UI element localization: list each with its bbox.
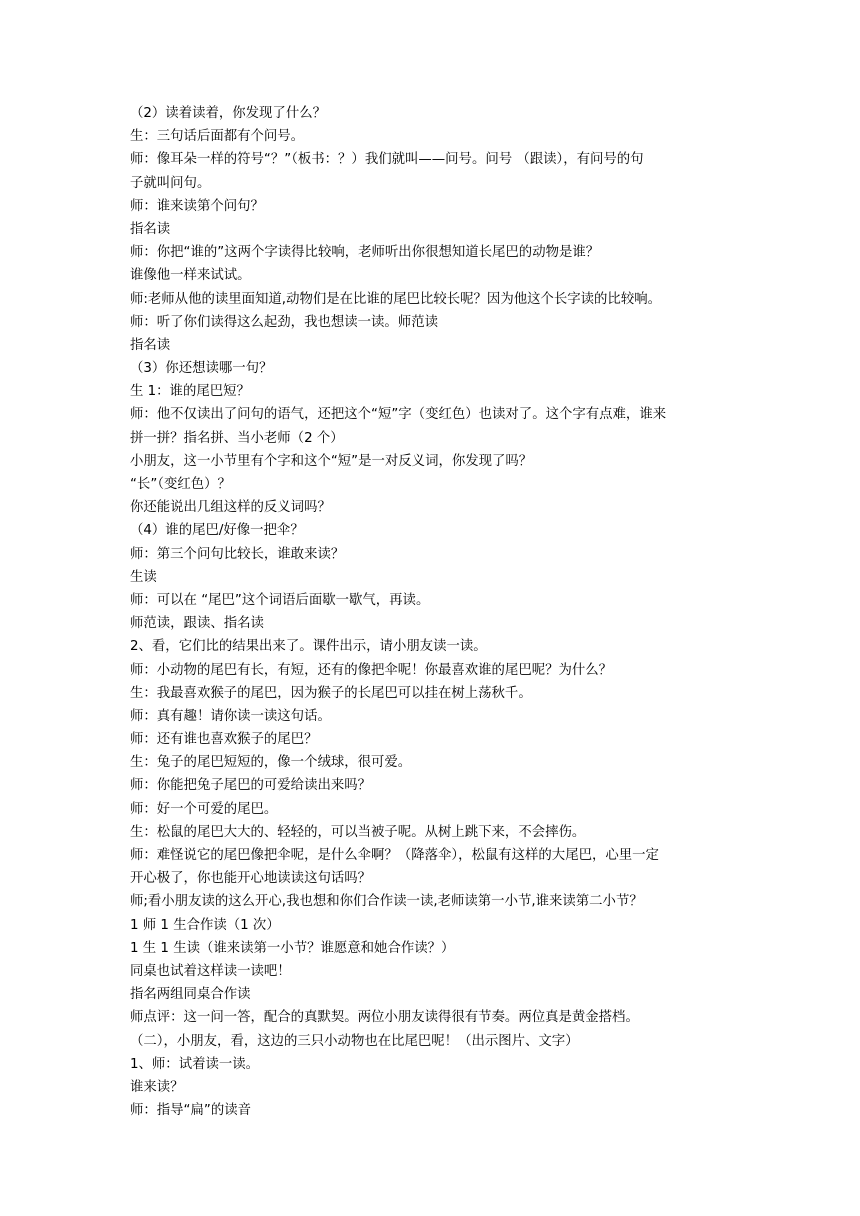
text-line: 师:老师从他的读里面知道,动物们是在比谁的尾巴比较长呢？因为他这个长字读的比较响。 [130,291,661,307]
text-line: （4）谁的尾巴/好像一把伞？ [130,523,304,539]
text-line: 1 师 1 生合作读（1 次） [130,917,280,933]
text-line: “长”（变红色）？ [130,477,231,492]
text-line: 师：小动物的尾巴有长，有短，还有的像把伞呢！你最喜欢谁的尾巴呢？为什么？ [130,662,613,678]
text-line: （3）你还想读哪一句？ [130,361,273,377]
text-line: 你还能说出几组这样的反义词吗？ [130,500,331,516]
text-line: 师：还有谁也喜欢猴子的尾巴？ [130,732,318,748]
text-line: 指名读 [130,337,171,353]
text-line: 谁来读？ [130,1079,184,1095]
text-line: 师范读，跟读、指名读 [130,616,264,632]
text-line: 1、师：试着读一读。 [130,1056,260,1072]
text-line: 生：兔子的尾巴短短的，像一个绒球，很可爱。 [130,755,412,771]
text-line: 师：可以在 “尾巴”这个词语后面歇一歇气，再读。 [130,592,430,608]
text-line: 师点评：这一问一答，配合的真默契。两位小朋友读得很有节奏。两位真是黄金搭档。 [130,1010,639,1026]
text-line: 生 1：谁的尾巴短？ [130,384,250,400]
text-line: 2、看，它们比的结果出来了。课件出示，请小朋友读一读。 [130,639,487,655]
text-line: （二），小朋友，看，这边的三只小动物也在比尾巴呢！（出示图片、文字） [130,1033,579,1049]
text-line: 指名读 [130,221,171,237]
text-line: 师：你把“谁的”这两个字读得比较响，老师听出你很想知道长尾巴的动物是谁？ [130,245,600,261]
text-line: 小朋友，这一小节里有个字和这个“短”是一对反义词，你发现了吗？ [130,453,533,469]
text-line: 谁像他一样来试试。 [130,268,251,284]
text-line: 师：听了你们读得这么起劲，我也想读一读。师范读 [130,314,438,330]
text-line: 指名两组同桌合作读 [130,987,251,1003]
text-line: 师：第三个问句比较长，谁敢来读？ [130,546,345,562]
text-line: 师：指导“扁”的读音 [130,1103,251,1119]
text-line: 1 生 1 生读（谁来读第一小节？谁愿意和她合作读？） [130,940,455,956]
text-line: 生：我最喜欢猴子的尾巴，因为猴子的长尾巴可以挂在树上荡秋千。 [130,685,532,701]
text-line: 师：像耳朵一样的符号“？”（板书：？）我们就叫——问号。问号 （跟读），有问号的句 [130,152,644,168]
text-line: 师：他不仅读出了问句的语气，还把这个“短”字（变红色）也读对了。这个字有点难，谁来 [130,407,667,423]
text-line: 师：真有趣！请你读一读这句话。 [130,708,331,724]
text-line: 生：松鼠的尾巴大大的、轻轻的，可以当被子呢。从树上跳下来，不会摔伤。 [130,824,586,840]
text-line: 师：好一个可爱的尾巴。 [130,801,278,817]
text-line: 师：谁来读第个问句？ [130,198,264,214]
document-page [130,102,740,1122]
text-line: 开心极了，你也能开心地读读这句话吗？ [130,871,372,887]
text-line: 子就叫问句。 [130,175,211,191]
text-line: 同桌也试着这样读一读吧！ [130,963,291,979]
text-line: 生读 [130,569,157,585]
text-line: 师：你能把兔子尾巴的可爱给读出来吗？ [130,778,372,794]
text-line: 师：难怪说它的尾巴像把伞呢，是什么伞啊？（降落伞），松鼠有这样的大尾巴，心里一定 [130,848,659,863]
text-line: 拼一拼？指名拼、当小老师（2 个） [130,430,344,446]
text-line: 生：三句话后面都有个问号。 [130,129,305,145]
text-line: 师;看小朋友读的这么开心,我也想和你们合作读一读,老师读第一小节,谁来读第二小节？ [130,894,643,910]
text-line: （2）读着读着，你发现了什么？ [130,106,326,121]
